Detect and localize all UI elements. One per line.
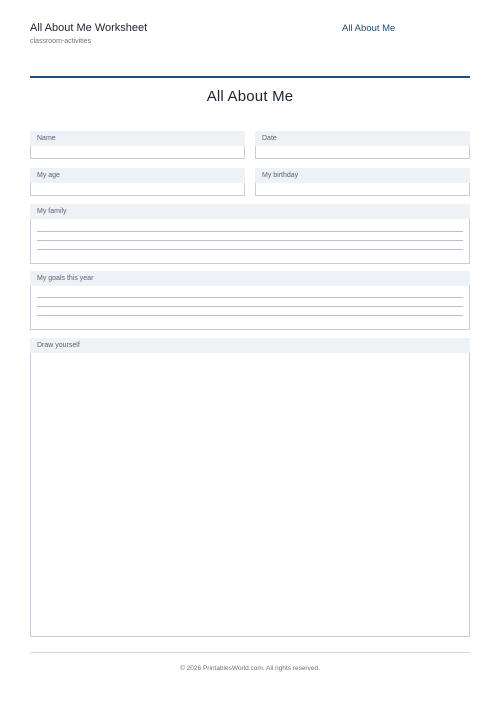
family-label: My family xyxy=(30,204,470,219)
writing-line xyxy=(37,249,463,250)
goals-field[interactable] xyxy=(30,271,470,330)
footer-copyright: © 2026 PrintablesWorld.com. All rights reserved. xyxy=(180,665,320,672)
worksheet-header xyxy=(30,22,470,78)
goals-writing-area[interactable] xyxy=(30,286,470,330)
writing-line xyxy=(37,297,463,298)
birthday-input-box[interactable] xyxy=(255,183,470,196)
page-title: All About Me xyxy=(206,88,294,105)
document-title: All About Me Worksheet xyxy=(30,22,148,34)
family-field[interactable] xyxy=(30,204,470,264)
writing-line xyxy=(37,231,463,232)
birthday-field[interactable] xyxy=(255,168,470,196)
writing-line xyxy=(37,240,463,241)
document-category: classroom-activities xyxy=(30,38,92,45)
header-divider xyxy=(30,76,470,78)
age-input-box[interactable] xyxy=(30,183,245,196)
writing-line xyxy=(37,315,463,316)
date-label: Date xyxy=(255,131,470,146)
name-field[interactable] xyxy=(30,131,245,159)
draw-yourself-field[interactable] xyxy=(30,338,470,637)
draw-label: Draw yourself xyxy=(30,338,470,353)
date-input-box[interactable] xyxy=(255,146,470,159)
name-input-box[interactable] xyxy=(30,146,245,159)
header-link[interactable]: All About Me xyxy=(342,23,396,34)
age-field[interactable] xyxy=(30,168,245,196)
birthday-label: My birthday xyxy=(255,168,470,183)
goals-label: My goals this year xyxy=(30,271,470,286)
name-label: Name xyxy=(30,131,245,146)
family-writing-area[interactable] xyxy=(30,219,470,264)
writing-line xyxy=(37,306,463,307)
date-field[interactable] xyxy=(255,131,470,159)
drawing-area[interactable] xyxy=(30,353,470,637)
footer-divider xyxy=(30,652,470,653)
age-label: My age xyxy=(30,168,245,183)
